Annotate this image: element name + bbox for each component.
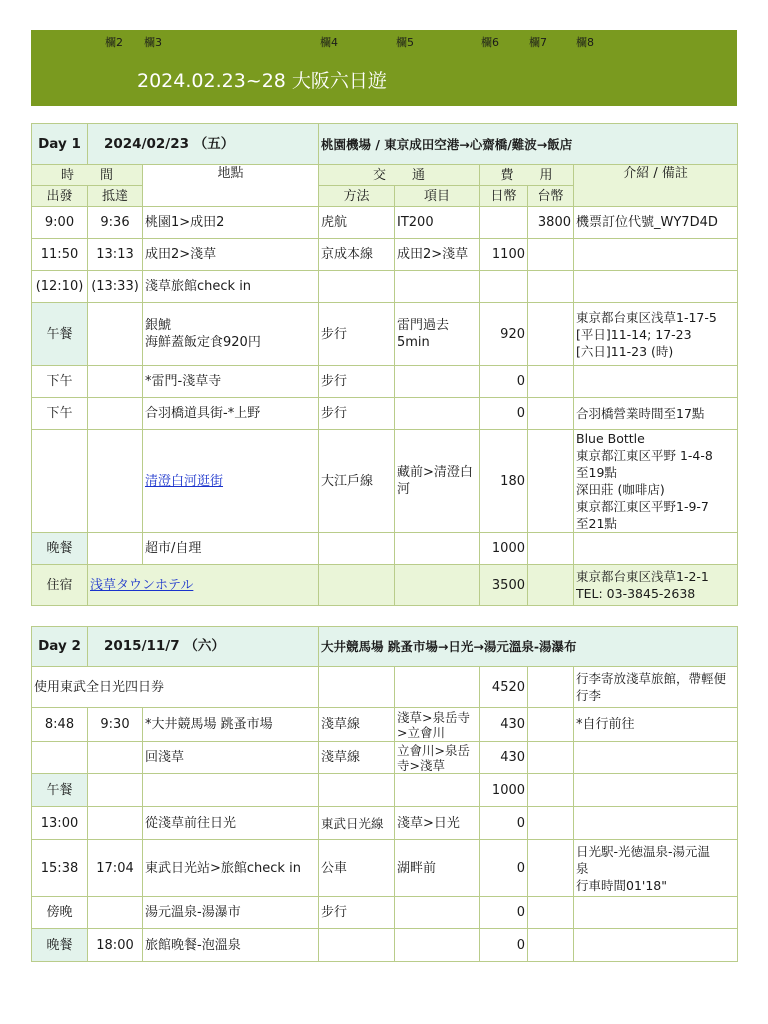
header-method: 方法 [319, 186, 395, 207]
table-row [32, 271, 738, 303]
jpy-cell: 920 [480, 303, 528, 366]
day-date: 2024/02/23 （五） [88, 124, 319, 165]
depart-cell: 午餐 [32, 774, 88, 807]
jpy-cell: 0 [480, 929, 528, 962]
arrive-cell [88, 807, 143, 840]
table-row [32, 430, 738, 533]
header-item: 項目 [395, 186, 480, 207]
note-cell: 機票訂位代號_WY7D4D [574, 207, 738, 239]
day-header-row [32, 124, 738, 165]
item-cell: 湖畔前 [395, 840, 480, 897]
note-cell: 日光駅-光徳温泉-湯元温 泉 行車時間01'18" [574, 840, 738, 897]
twd-cell [528, 840, 574, 897]
depart-cell: 9:00 [32, 207, 88, 239]
table-row [32, 303, 738, 366]
jpy-cell [480, 271, 528, 303]
method-cell [319, 271, 395, 303]
column-header: 欄6 [481, 36, 499, 49]
note-cell: *自行前往 [574, 708, 738, 742]
twd-cell [528, 430, 574, 533]
place-cell: 桃園1>成田2 [143, 207, 319, 239]
method-cell: 大江戶線 [319, 430, 395, 533]
twd-cell [528, 271, 574, 303]
twd-cell [528, 398, 574, 430]
header-depart: 出發 [32, 186, 88, 207]
place-cell: 成田2>淺草 [143, 239, 319, 271]
method-cell: 步行 [319, 398, 395, 430]
table-row [32, 774, 738, 807]
hotel-link[interactable]: 浅草タウンホテル [90, 577, 194, 593]
jpy-cell: 1000 [480, 533, 528, 565]
twd-cell [528, 929, 574, 962]
method-cell [319, 929, 395, 962]
place-cell: 回淺草 [143, 742, 319, 774]
table-row [32, 897, 738, 929]
place-cell: 湯元溫泉-湯瀑市 [143, 897, 319, 929]
column-header: 欄3 [144, 36, 162, 49]
method-cell: 淺草線 [319, 742, 395, 774]
depart-cell: 8:48 [32, 708, 88, 742]
pass-row [32, 667, 738, 708]
item-cell: 藏前>清澄白 河 [395, 430, 480, 533]
arrive-cell: (13:33) [88, 271, 143, 303]
column-header: 欄5 [396, 36, 414, 49]
arrive-cell [88, 533, 143, 565]
method-cell: 東武日光線 [319, 807, 395, 840]
item-cell: 成田2>淺草 [395, 239, 480, 271]
note-cell: 行李寄放淺草旅館，帶輕便行李 [574, 667, 738, 708]
item-cell [395, 774, 480, 807]
twd-cell [528, 807, 574, 840]
table-row [32, 366, 738, 398]
header-arrive: 抵達 [88, 186, 143, 207]
arrive-cell [88, 742, 143, 774]
table-row [32, 708, 738, 742]
table-row [32, 239, 738, 271]
stay-note: 東京都台東区浅草1-2-1 TEL: 03-3845-2638 [574, 565, 738, 606]
table-row [32, 840, 738, 897]
day-label: Day 2 [32, 627, 88, 667]
arrive-cell: 17:04 [88, 840, 143, 897]
column-header: 欄4 [320, 36, 338, 49]
place-cell: 東武日光站>旅館check in [143, 840, 319, 897]
table-row [32, 807, 738, 840]
depart-cell: 下午 [32, 398, 88, 430]
twd-cell [528, 533, 574, 565]
note-cell: 東京都台東区浅草1-17-5 [平日]11-14; 17-23 [六日]11-23 (時) [574, 303, 738, 366]
item-cell [395, 897, 480, 929]
place-cell: 從淺草前往日光 [143, 807, 319, 840]
day2-table [31, 626, 738, 962]
jpy-cell: 0 [480, 398, 528, 430]
item-cell: IT200 [395, 207, 480, 239]
arrive-cell: 18:00 [88, 929, 143, 962]
note-cell [574, 366, 738, 398]
depart-cell: 15:38 [32, 840, 88, 897]
method-cell: 虎航 [319, 207, 395, 239]
jpy-cell: 430 [480, 742, 528, 774]
header-transport: 交 通 [319, 165, 480, 186]
note-cell [574, 271, 738, 303]
place-cell: *大井競馬場 跳蚤市場 [143, 708, 319, 742]
item-cell [395, 929, 480, 962]
arrive-cell: 9:36 [88, 207, 143, 239]
depart-cell [32, 742, 88, 774]
note-cell [574, 742, 738, 774]
place-cell [143, 774, 319, 807]
depart-cell: (12:10) [32, 271, 88, 303]
item-cell: 淺草>泉岳寺 >立會川 [395, 708, 480, 742]
twd-cell [528, 303, 574, 366]
method-cell [319, 533, 395, 565]
method-cell: 淺草線 [319, 708, 395, 742]
table-row [32, 398, 738, 430]
twd-cell [528, 774, 574, 807]
stay-row [32, 565, 738, 606]
note-cell [574, 807, 738, 840]
place-cell: 銀鯱 海鮮蓋飯定食920円 [143, 303, 319, 366]
place-cell: 超市/自理 [143, 533, 319, 565]
column-header: 欄7 [529, 36, 547, 49]
depart-cell: 11:50 [32, 239, 88, 271]
note-cell [574, 774, 738, 807]
column-header: 欄2 [105, 36, 123, 49]
method-cell [319, 774, 395, 807]
header-twd: 台幣 [528, 186, 574, 207]
stay-label: 住宿 [32, 565, 88, 606]
page-title: 2024.02.23~28 大阪六日遊 [137, 70, 387, 92]
note-cell: 合羽橋營業時間至17點 [574, 398, 738, 430]
item-cell [395, 398, 480, 430]
header-time: 時 間 [32, 165, 143, 186]
item-cell [395, 366, 480, 398]
table-row [32, 929, 738, 962]
depart-cell: 晚餐 [32, 929, 88, 962]
day-header-row [32, 627, 738, 667]
twd-cell [528, 708, 574, 742]
header-row [32, 165, 738, 186]
jpy-cell: 180 [480, 430, 528, 533]
arrive-cell [88, 366, 143, 398]
twd-cell [528, 366, 574, 398]
place-cell: 旅館晚餐-泡溫泉 [143, 929, 319, 962]
depart-cell: 晚餐 [32, 533, 88, 565]
arrive-cell: 13:13 [88, 239, 143, 271]
note-cell: Blue Bottle 東京都江東区平野 1-4-8 至19點 深田莊 (咖啡店) 東京都江東区平野1-9-7 至21點 [574, 430, 738, 533]
note-cell [574, 897, 738, 929]
depart-cell: 13:00 [32, 807, 88, 840]
item-cell: 淺草>日光 [395, 807, 480, 840]
header-fee: 費 用 [480, 165, 574, 186]
day-route: 大井競馬場 跳蚤市場→日光→湯元溫泉-湯瀑布 [319, 627, 738, 667]
place-cell: 淺草旅館check in [143, 271, 319, 303]
depart-cell: 下午 [32, 366, 88, 398]
day-route: 桃園機場 / 東京成田空港→心齋橋/難波→飯店 [319, 124, 738, 165]
twd-cell [528, 897, 574, 929]
twd-cell: 3800 [528, 207, 574, 239]
header-note: 介紹 / 備註 [574, 165, 738, 207]
jpy-cell: 0 [480, 897, 528, 929]
item-cell [395, 533, 480, 565]
jpy-cell: 0 [480, 366, 528, 398]
arrive-cell [88, 430, 143, 533]
method-cell: 步行 [319, 303, 395, 366]
place-cell: 合羽橋道具街-*上野 [143, 398, 319, 430]
jpy-cell: 1000 [480, 774, 528, 807]
table-row [32, 533, 738, 565]
place-cell: *雷門-淺草寺 [143, 366, 319, 398]
jpy-cell: 1100 [480, 239, 528, 271]
arrive-cell [88, 897, 143, 929]
method-cell: 步行 [319, 897, 395, 929]
method-cell: 京成本線 [319, 239, 395, 271]
jpy-cell: 0 [480, 840, 528, 897]
arrive-cell [88, 303, 143, 366]
note-cell [574, 929, 738, 962]
twd-cell [528, 742, 574, 774]
header-jpy: 日幣 [480, 186, 528, 207]
day-date: 2015/11/7 （六） [88, 627, 319, 667]
note-cell [574, 533, 738, 565]
arrive-cell [88, 774, 143, 807]
twd-cell [528, 239, 574, 271]
item-cell [395, 271, 480, 303]
jpy-cell: 3500 [480, 565, 528, 606]
jpy-cell: 0 [480, 807, 528, 840]
note-cell [574, 239, 738, 271]
item-cell: 立會川>泉岳 寺>淺草 [395, 742, 480, 774]
header-place: 地點 [143, 165, 319, 207]
depart-cell: 傍晚 [32, 897, 88, 929]
jpy-cell [480, 207, 528, 239]
item-cell: 雷門過去 5min [395, 303, 480, 366]
table-row [32, 742, 738, 774]
jpy-cell: 430 [480, 708, 528, 742]
day1-table [31, 123, 738, 606]
method-cell: 步行 [319, 366, 395, 398]
arrive-cell: 9:30 [88, 708, 143, 742]
place-link[interactable]: 清澄白河逛街 [145, 473, 224, 489]
pass-cell: 使用東武全日光四日券 [32, 667, 319, 708]
jpy-cell: 4520 [480, 667, 528, 708]
method-cell: 公車 [319, 840, 395, 897]
arrive-cell [88, 398, 143, 430]
table-row [32, 207, 738, 239]
depart-cell: 午餐 [32, 303, 88, 366]
depart-cell [32, 430, 88, 533]
day-label: Day 1 [32, 124, 88, 165]
column-header: 欄8 [576, 36, 594, 49]
